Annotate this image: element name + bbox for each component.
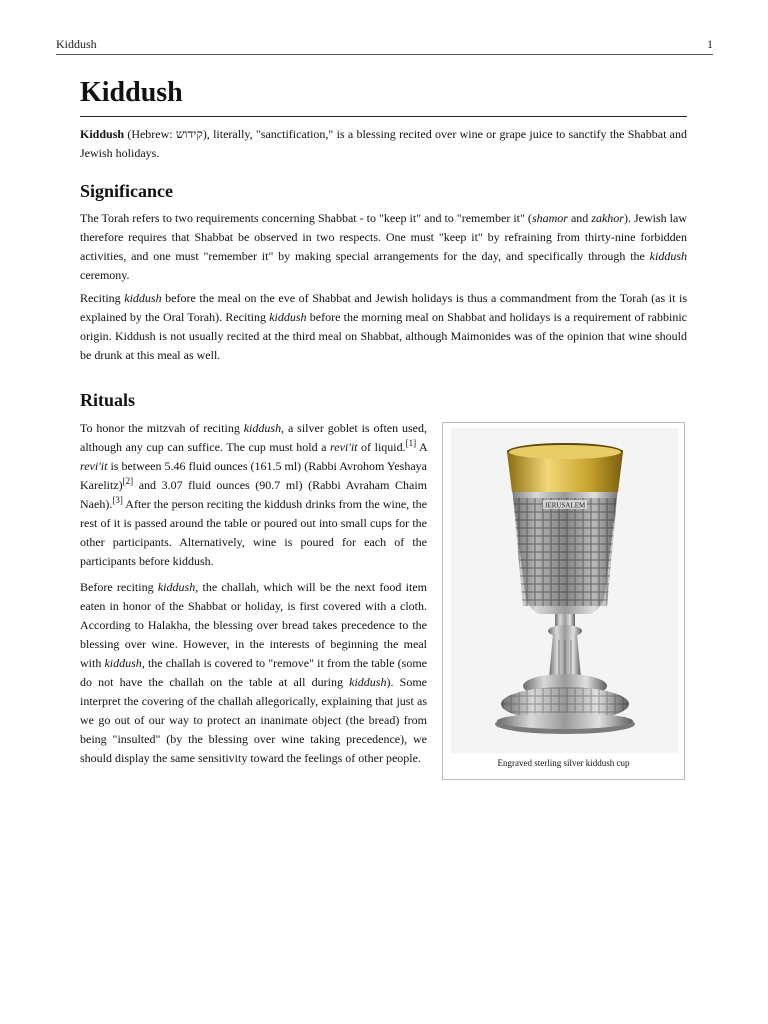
rituals-paragraph-1: To honor the mitzvah of reciting kiddush, a silver goblet is often used, although any cup can suffice. The cup must hold a revi'it of liquid.[1] A revi'it is between 5.46 fluid ounces (161.5 ml) (Rabbi Avrohom Yeshaya Karelitz)[2] and 3.07 fluid ounces (90.7 ml) (Rabbi Avraham Chaim Naeh).[3] After the person reciting the kiddush drinks from the wine, the rest of it is passed around the table or poured out into small cups for the other participants. Alternatively, wine is poured for each of the participants before kiddush. [80,421,428,568]
page-title: Kiddush [80,74,687,117]
significance-paragraph-1: The Torah refers to two requirements concerning Shabbat - to "keep it" and to "remember it" (shamor and zakhor). Jewish law therefore requires that Shabbat be observed in two respects. One must "keep it" by refraining from thirty-nine forbidden activities, and one must "remember it" by making special arrangements for the day, and specifically through the kiddush ceremony. [80,211,687,282]
page-number: 1 [707,37,713,51]
section-heading-rituals: Rituals [80,390,136,410]
figure-caption: Engraved sterling silver kiddush cup [497,758,630,768]
intro-paragraph: Kiddush (Hebrew: קידוש), literally, "sanctification," is a blessing recited over wine or grape juice to sanctify the Shabbat and Jewish holidays. [80,127,688,160]
section-heading-significance: Significance [80,181,173,201]
hebrew-term: קידוש [175,127,203,141]
rituals-paragraph-2: Before reciting kiddush, the challah, which will be the next food item eaten in honor of the Shabbat or holiday, is first covered with a cloth. According to Halakha, the blessing over bread takes precedence to the blessing over wine. However, in the interests of beginning the meal with kiddush, the challah is covered to "remove" it from the table (some do not have the challah on the table at all during kiddush). Some interpret the covering of the challah allegorically, explaining that just as we go out of our way to protect an inanimate object (the bread) from being "insulted" (by the blessing over wine taking precedence), we should display the same sensitivity toward the feelings of other people. [80,580,427,765]
rituals-text-column [80,419,427,768]
rituals-section [80,419,687,768]
running-header [56,36,713,55]
footnote-ref-1[interactable]: [1] [405,438,417,448]
footnote-ref-2[interactable]: [2] [122,476,134,486]
running-title: Kiddush [56,37,97,51]
significance-paragraph-2: Reciting kiddush before the meal on the eve of Shabbat and Jewish holidays is thus a commandment from the Torah (as it is explained by the Oral Torah). Reciting kiddush before the morning meal on Shabbat and holidays is a requirement of rabbinic origin. Kiddush is not usually recited at the third meal on Shabbat, although Maimonides was of the opinion that wine should be drunk at this meal as well. [80,291,687,362]
footnote-ref-3[interactable]: [3] [112,495,123,505]
intro-term: Kiddush [80,127,125,141]
kiddush-cup-figure [442,422,685,780]
kiddush-cup-image [451,428,678,753]
engraving-text: JERUSALEM [544,501,586,510]
article-content [80,74,687,768]
